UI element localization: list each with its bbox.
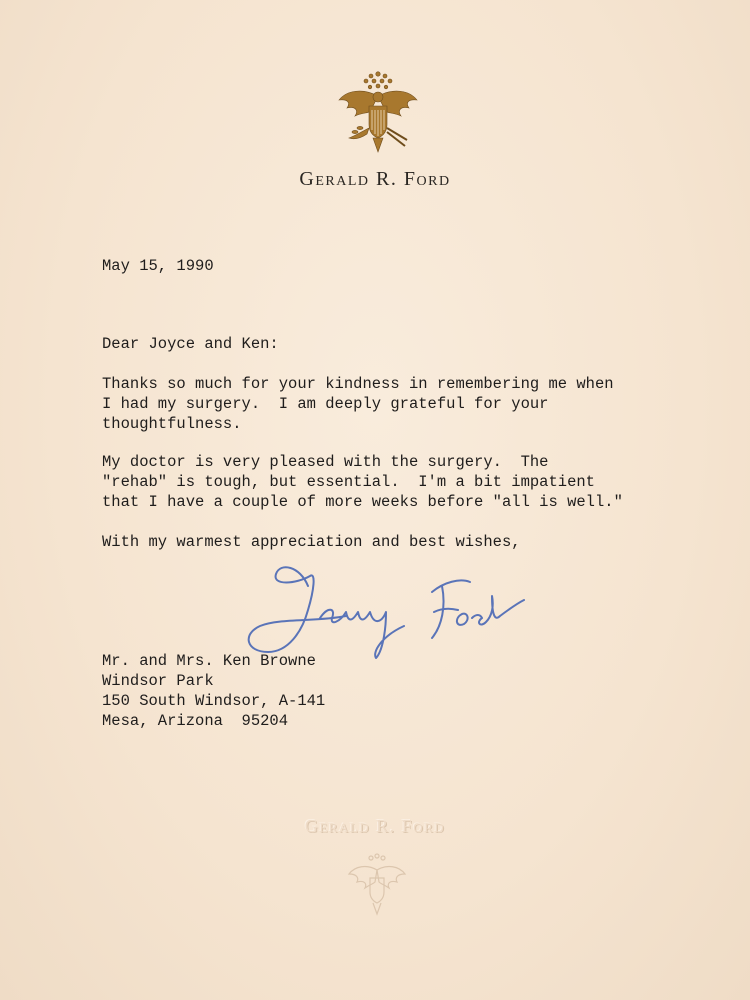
address-line: Mesa, Arizona 95204: [102, 712, 289, 730]
letter-salutation: Dear Joyce and Ken:: [102, 335, 279, 353]
embossed-seal-icon: [345, 848, 409, 918]
address-line: Windsor Park: [102, 672, 214, 690]
letter-paragraph-2: My doctor is very pleased with the surgery. The "rehab" is tough, but essential. I'm a bit impatient that I have a couple of more weeks before "all is well.": [102, 453, 623, 511]
address-line: Mr. and Mrs. Ken Browne: [102, 652, 316, 670]
eagle-seal-icon: [333, 66, 423, 160]
handwritten-signature: [236, 556, 556, 676]
letter-date: May 15, 1990: [102, 257, 214, 275]
letter-paragraph-1: Thanks so much for your kindness in remembering me when I had my surgery. I am deeply grateful for your thoughtfulness.: [102, 375, 614, 433]
letter-closing: With my warmest appreciation and best wishes,: [102, 533, 521, 551]
letterhead-name: Gerald R. Ford: [299, 168, 451, 190]
address-line: 150 South Windsor, A-141: [102, 692, 326, 710]
embossed-letterhead: Gerald R. Ford: [304, 816, 446, 836]
